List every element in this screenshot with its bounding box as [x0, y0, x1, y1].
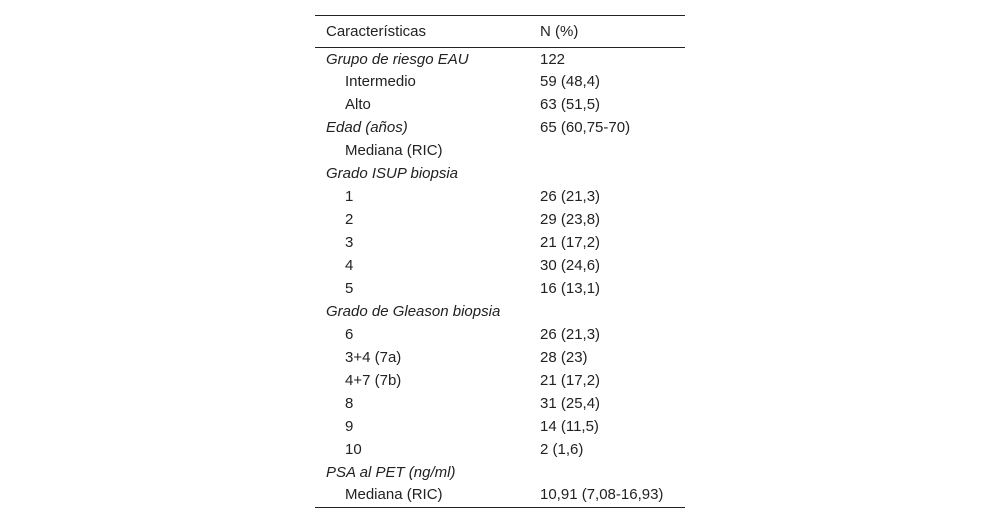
row-value: 122: [540, 51, 566, 69]
row-value: 14 (11,5): [540, 418, 599, 435]
header-row: [315, 16, 685, 48]
row-value: 28 (23): [540, 349, 588, 366]
row-label: 2: [345, 211, 354, 228]
table-row: [315, 163, 685, 186]
row-value: 65 (60,75-70): [540, 119, 631, 136]
row-label: Grupo de riesgo EAU: [326, 51, 469, 69]
row-value: 2 (1,6): [540, 441, 584, 458]
header-n-percent: N (%): [540, 22, 579, 40]
row-value: [540, 163, 685, 186]
row-label: 3+4 (7a): [345, 349, 402, 366]
row-value: [540, 301, 685, 324]
row-value: 30 (24,6): [540, 257, 601, 274]
table-row: [315, 94, 685, 117]
table-row: [315, 255, 685, 278]
row-value: 63 (51,5): [540, 96, 601, 113]
table-row: [315, 48, 685, 71]
table-row: [315, 393, 685, 416]
row-value: 21 (17,2): [540, 372, 601, 389]
table-row: [315, 462, 685, 485]
table-row: [315, 140, 685, 163]
row-value: 26 (21,3): [540, 326, 601, 343]
table-row: [315, 278, 685, 301]
table-row: [315, 301, 685, 324]
row-label: Alto: [345, 96, 371, 113]
table-row: [315, 324, 685, 347]
row-value: [540, 462, 685, 485]
table-row: [315, 209, 685, 232]
row-value: 16 (13,1): [540, 280, 601, 297]
row-label: 4: [345, 257, 354, 274]
table-row: [315, 232, 685, 255]
row-value: 29 (23,8): [540, 211, 601, 228]
table-body: [315, 48, 685, 508]
row-value: 26 (21,3): [540, 188, 601, 205]
row-label: 3: [345, 234, 354, 251]
row-value: [540, 140, 685, 163]
row-label: PSA al PET (ng/ml): [326, 464, 456, 481]
table-row: [315, 71, 685, 94]
row-label: 9: [345, 418, 354, 435]
row-label: Grado de Gleason biopsia: [326, 303, 501, 320]
table-header: [315, 16, 685, 48]
table-row: [315, 370, 685, 393]
row-label: 4+7 (7b): [345, 372, 402, 389]
row-label: 8: [345, 395, 354, 412]
row-label: 6: [345, 326, 354, 343]
row-label: Mediana (RIC): [345, 485, 443, 503]
row-label: 5: [345, 280, 354, 297]
table-row: [315, 186, 685, 209]
header-characteristics: Características: [326, 22, 427, 40]
characteristics-table-container: [315, 15, 685, 508]
row-label: Edad (años): [326, 119, 408, 136]
table-row: [315, 416, 685, 439]
table-row: [315, 439, 685, 462]
row-label: Grado ISUP biopsia: [326, 165, 459, 182]
row-value: 21 (17,2): [540, 234, 601, 251]
table-row: [315, 485, 685, 508]
table-row: [315, 117, 685, 140]
row-value: 10,91 (7,08-16,93): [540, 485, 664, 503]
row-value: 31 (25,4): [540, 395, 601, 412]
row-value: 59 (48,4): [540, 73, 601, 90]
row-label: 10: [345, 441, 362, 458]
row-label: 1: [345, 188, 354, 205]
table-row: [315, 347, 685, 370]
row-label: Mediana (RIC): [345, 142, 443, 159]
row-label: Intermedio: [345, 73, 416, 90]
characteristics-table: [315, 15, 685, 508]
